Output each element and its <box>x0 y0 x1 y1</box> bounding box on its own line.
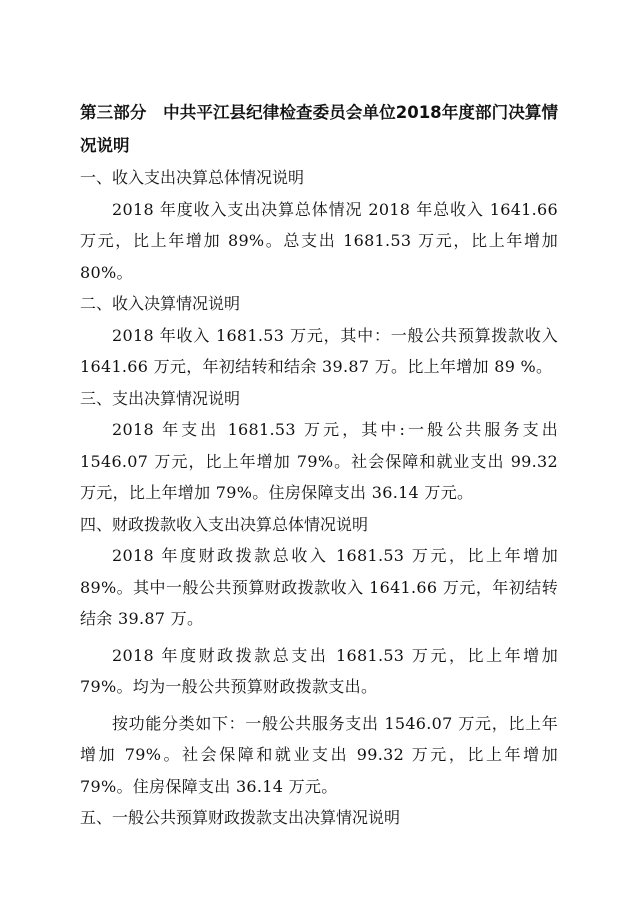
section-3-paragraph-1: 2018 年支出 1681.53 万元，其中:一般公共服务支出 1546.07 万元，比上年增加 79%。社会保障和就业支出 99.32 万元，比上年增加 79%。住房保障支出 36.14 万元。 <box>80 420 558 502</box>
section-2-paragraph-1: 2018 年收入 1681.53 万元，其中：一般公共预算拨款收入 1641.66 万元，年初结转和结余 39.87 万。比上年增加 89 %。 <box>80 325 558 376</box>
document-title: 第三部分 中共平江县纪律检查委员会单位2018年度部门决算情况说明 <box>80 103 558 155</box>
section-4-paragraph-3: 按功能分类如下：一般公共服务支出 1546.07 万元，比上年增加 79%。社会保障和就业支出 99.32 万元，比上年增加 79%。住房保障支出 36.14 万元。 <box>80 713 558 796</box>
section-heading-2: 二、收入决算情况说明 <box>80 294 241 313</box>
section-heading-1: 一、收入支出决算总体情况说明 <box>80 168 305 187</box>
section-heading-5: 五、一般公共预算财政拨款支出决算情况说明 <box>80 808 401 827</box>
section-4-paragraph-2: 2018 年度财政拨款总支出 1681.53 万元，比上年增加 79%。均为一般公共预算财政拨款支出。 <box>80 645 558 696</box>
section-heading-4: 四、财政拨款收入支出决算总体情况说明 <box>80 514 369 534</box>
section-1-paragraph-1: 2018 年度收入支出决算总体情况 2018 年总收入 1641.66 万元，比上年增加 89%。总支出 1681.53 万元，比上年增加 80%。 <box>80 199 558 282</box>
section-4-paragraph-1: 2018 年度财政拨款总收入 1681.53 万元，比上年增加 89%。其中一般公共预算财政拨款收入 1641.66 万元，年初结转结余 39.87 万。 <box>80 546 558 628</box>
document-page <box>80 96 558 834</box>
section-heading-3: 三、支出决算情况说明 <box>80 388 241 408</box>
